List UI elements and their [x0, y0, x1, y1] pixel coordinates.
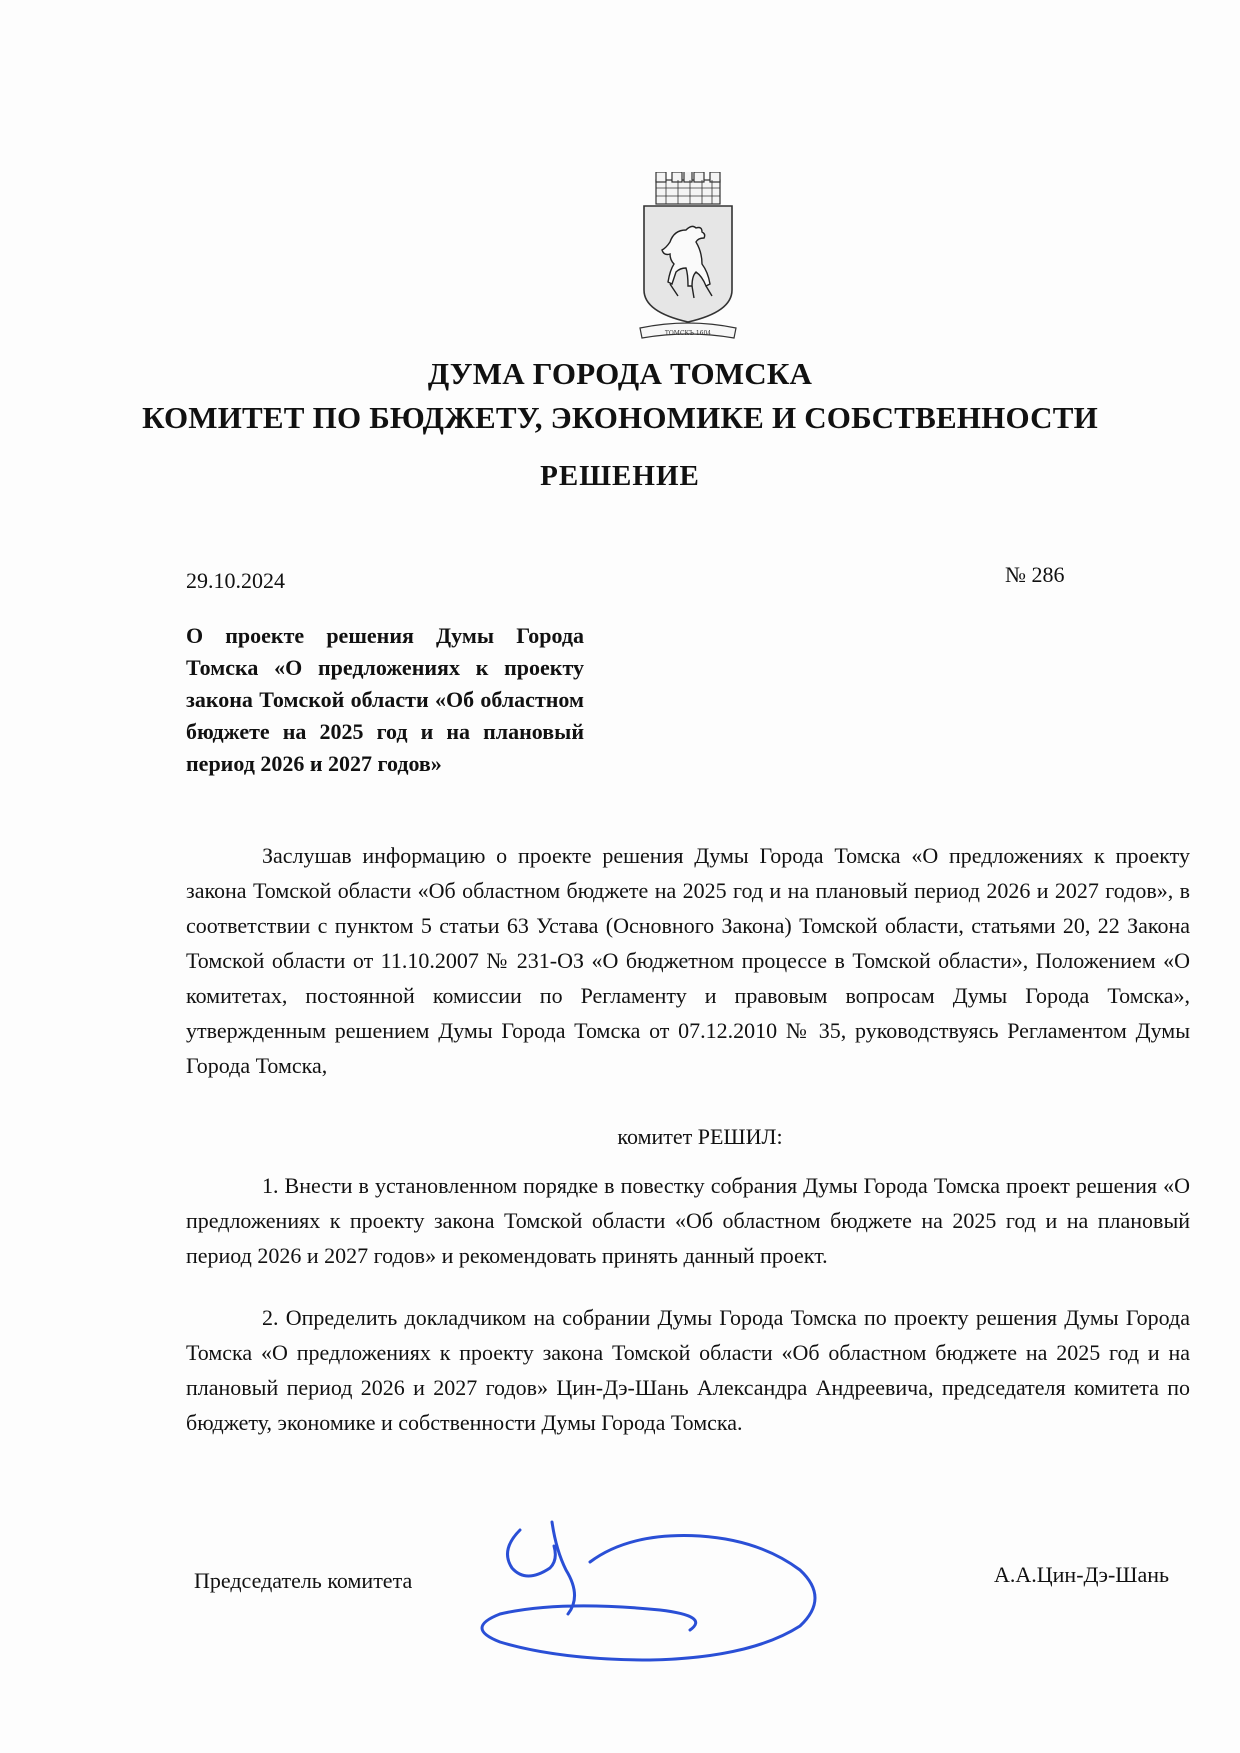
resolved-heading: комитет РЕШИЛ: [617, 1124, 783, 1149]
emblem-ribbon-text: ТОМСКЪ 1604 [664, 330, 712, 337]
document-number: № 286 [1005, 562, 1065, 587]
intro-paragraph: Заслушав информацию о проекте решения Думы Города Томска «О предложениях к проекту закона Томской области «Об областном бюджете на 2025 год и на плановый период 2026 и 2027 годов», в соответствии с пунктом 5 статьи 63 Устава (Основного Закона) Томской области, статьями 20, 22 Закона Томской области от 11.10.2007 № 231-ОЗ «О бюджетном процессе в Томской области», Положением «О комитетах, постоянной комиссии по Регламенту и правовым вопросам Думы Города Томска», утвержденным решением Думы Города Томска от 07.12.2010 № 35, руководствуясь Регламентом Думы Города Томска, [186, 843, 1190, 1078]
tomsk-coat-of-arms-icon [636, 172, 740, 344]
signatory-position: Председатель комитета [194, 1568, 413, 1593]
committee-title: КОМИТЕТ ПО БЮДЖЕТУ, ЭКОНОМИКЕ И СОБСТВЕННОСТИ [142, 400, 1098, 435]
handwritten-signature [470, 1510, 940, 1670]
decision-item-2: 2. Определить докладчиком на собрании Думы Города Томска по проекту решения Думы Города Томска «О предложениях к проекту закона Томской области «Об областном бюджете на 2025 год и на плановый период 2026 и 2027 годов» Цин-Дэ-Шань Александра Андреевича, председателя комитета по бюджету, экономике и собственности Думы Города Томска. [186, 1305, 1190, 1435]
decision-item-1: 1. Внести в установленном порядке в повестку собрания Думы Города Томска проект решения «О предложениях к проекту закона Томской области «Об областном бюджете на 2025 год и на плановый период 2026 и 2027 годов» и рекомендовать принять данный проект. [186, 1173, 1190, 1268]
signatory-name: А.А.Цин-Дэ-Шань [994, 1562, 1170, 1587]
document-subject: О проекте решения Думы Города Томска «О предложениях к проекту закона Томской области «Об областном бюджете на 2025 год и на плановый период 2026 и 2027 годов» [186, 623, 584, 776]
document-type: РЕШЕНИЕ [540, 460, 700, 492]
document-date: 29.10.2024 [186, 568, 285, 593]
organization-title: ДУМА ГОРОДА ТОМСКА [427, 356, 813, 391]
